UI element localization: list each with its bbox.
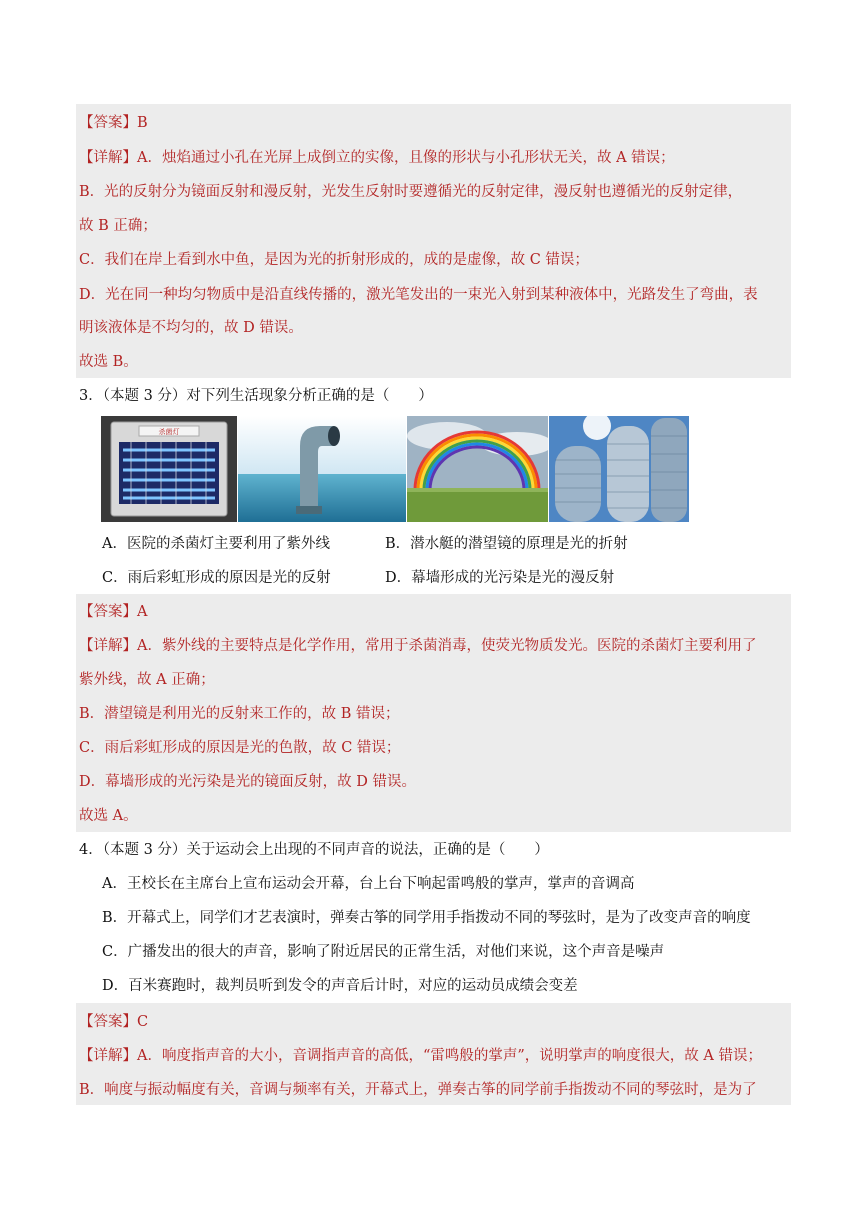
option-b-q3: B．潜水艇的潜望镜的原理是光的折射 bbox=[385, 536, 628, 552]
detail-line: 【详解】A．烛焰通过小孔在光屏上成倒立的实像，且像的形状与小孔形状无关，故 A 错误； bbox=[79, 150, 675, 166]
detail-line: D．光在同一种均匀物质中是沿直线传播的，激光笔发出的一束光入射到某种液体中，光路发生了弯曲，表 bbox=[79, 287, 758, 303]
option-c-q3: C．雨后彩虹形成的原因是光的反射 bbox=[102, 570, 331, 586]
answer-label: 【答案】B bbox=[79, 115, 148, 131]
detail-line: C．雨后彩虹形成的原因是光的色散，故 C 错误； bbox=[79, 740, 401, 756]
detail-line: C．我们在岸上看到水中鱼，是因为光的折射形成的，成的是虚像，故 C 错误； bbox=[79, 252, 589, 268]
detail-line: 【详解】A．紫外线的主要特点是化学作用，常用于杀菌消毒，使荧光物质发光。医院的杀菌灯主要利用了 bbox=[79, 638, 757, 654]
detail-line: 明该液体是不均匀的，故 D 错误。 bbox=[79, 320, 303, 336]
answer-label: 【答案】A bbox=[79, 604, 148, 620]
conclusion-line: 故选 A。 bbox=[79, 808, 138, 824]
detail-line: D．幕墙形成的光污染是光的镜面反射，故 D 错误。 bbox=[79, 774, 416, 790]
detail-line: 紫外线，故 A 正确； bbox=[79, 672, 215, 688]
sterilizer-lamp-image bbox=[101, 416, 237, 522]
glass-curtain-wall-image bbox=[549, 416, 689, 522]
option-d-q3: D．幕墙形成的光污染是光的漫反射 bbox=[385, 570, 615, 586]
question-stem-q3: 3．（本题 3 分）对下列生活现象分析正确的是（ ） bbox=[79, 388, 433, 404]
detail-line: 故 B 正确； bbox=[79, 218, 157, 234]
option-d-q4: D．百米赛跑时，裁判员听到发令的声音后计时，对应的运动员成绩会变差 bbox=[102, 978, 578, 994]
detail-line: B．光的反射分为镜面反射和漫反射，光发生反射时要遵循光的反射定律，漫反射也遵循光的反射定律， bbox=[79, 184, 743, 200]
answer-label: 【答案】C bbox=[79, 1014, 149, 1030]
option-a-q4: A．王校长在主席台上宣布运动会开幕，台上台下响起雷鸣般的掌声，掌声的音调高 bbox=[102, 876, 635, 892]
detail-line: B．响度与振动幅度有关，音调与频率有关，开幕式上，弹奏古筝的同学前手指拨动不同的琴弦时，是为了 bbox=[79, 1082, 757, 1098]
conclusion-line: 故选 B。 bbox=[79, 354, 138, 370]
question-stem-q4: 4．（本题 3 分）关于运动会上出现的不同声音的说法，正确的是（ ） bbox=[79, 842, 549, 858]
option-b-q4: B．开幕式上，同学们才艺表演时，弹奏古筝的同学用手指拨动不同的琴弦时，是为了改变声音的响度 bbox=[102, 910, 751, 926]
detail-line: 【详解】A．响度指声音的大小，音调指声音的高低，“雷鸣般的掌声”，说明掌声的响度很大，故 A 错误； bbox=[79, 1048, 762, 1064]
option-c-q4: C．广播发出的很大的声音，影响了附近居民的正常生活，对他们来说，这个声音是噪声 bbox=[102, 944, 665, 960]
rainbow-image bbox=[407, 416, 548, 522]
option-a-q3: A．医院的杀菌灯主要利用了紫外线 bbox=[102, 536, 330, 552]
periscope-image bbox=[238, 416, 406, 522]
lamp-label: 杀菌灯 bbox=[158, 428, 180, 436]
detail-line: B．潜望镜是利用光的反射来工作的，故 B 错误； bbox=[79, 706, 400, 722]
